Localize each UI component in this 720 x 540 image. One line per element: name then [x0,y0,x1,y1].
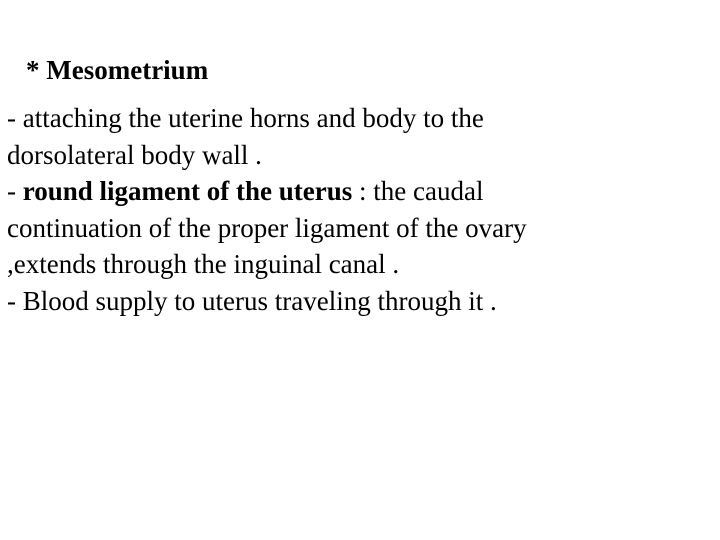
body-line-2: dorsolateral body wall . [7,139,262,170]
round-ligament-term: round ligament of the uterus [22,176,353,206]
definition-start: : the caudal [352,176,484,206]
body-line-1: - attaching the uterine horns and body to the [7,103,484,133]
slide-body [7,100,707,319]
bullet-prefix: - [7,176,23,206]
body-line-5: ,extends through the inguinal canal . [7,249,400,279]
body-line-4: continuation of the proper ligament of the ovary [7,212,527,243]
slide-heading: * Mesometrium [26,55,209,85]
body-line-3 [7,173,707,210]
body-line-6: - Blood supply to uterus traveling through it . [7,285,497,316]
